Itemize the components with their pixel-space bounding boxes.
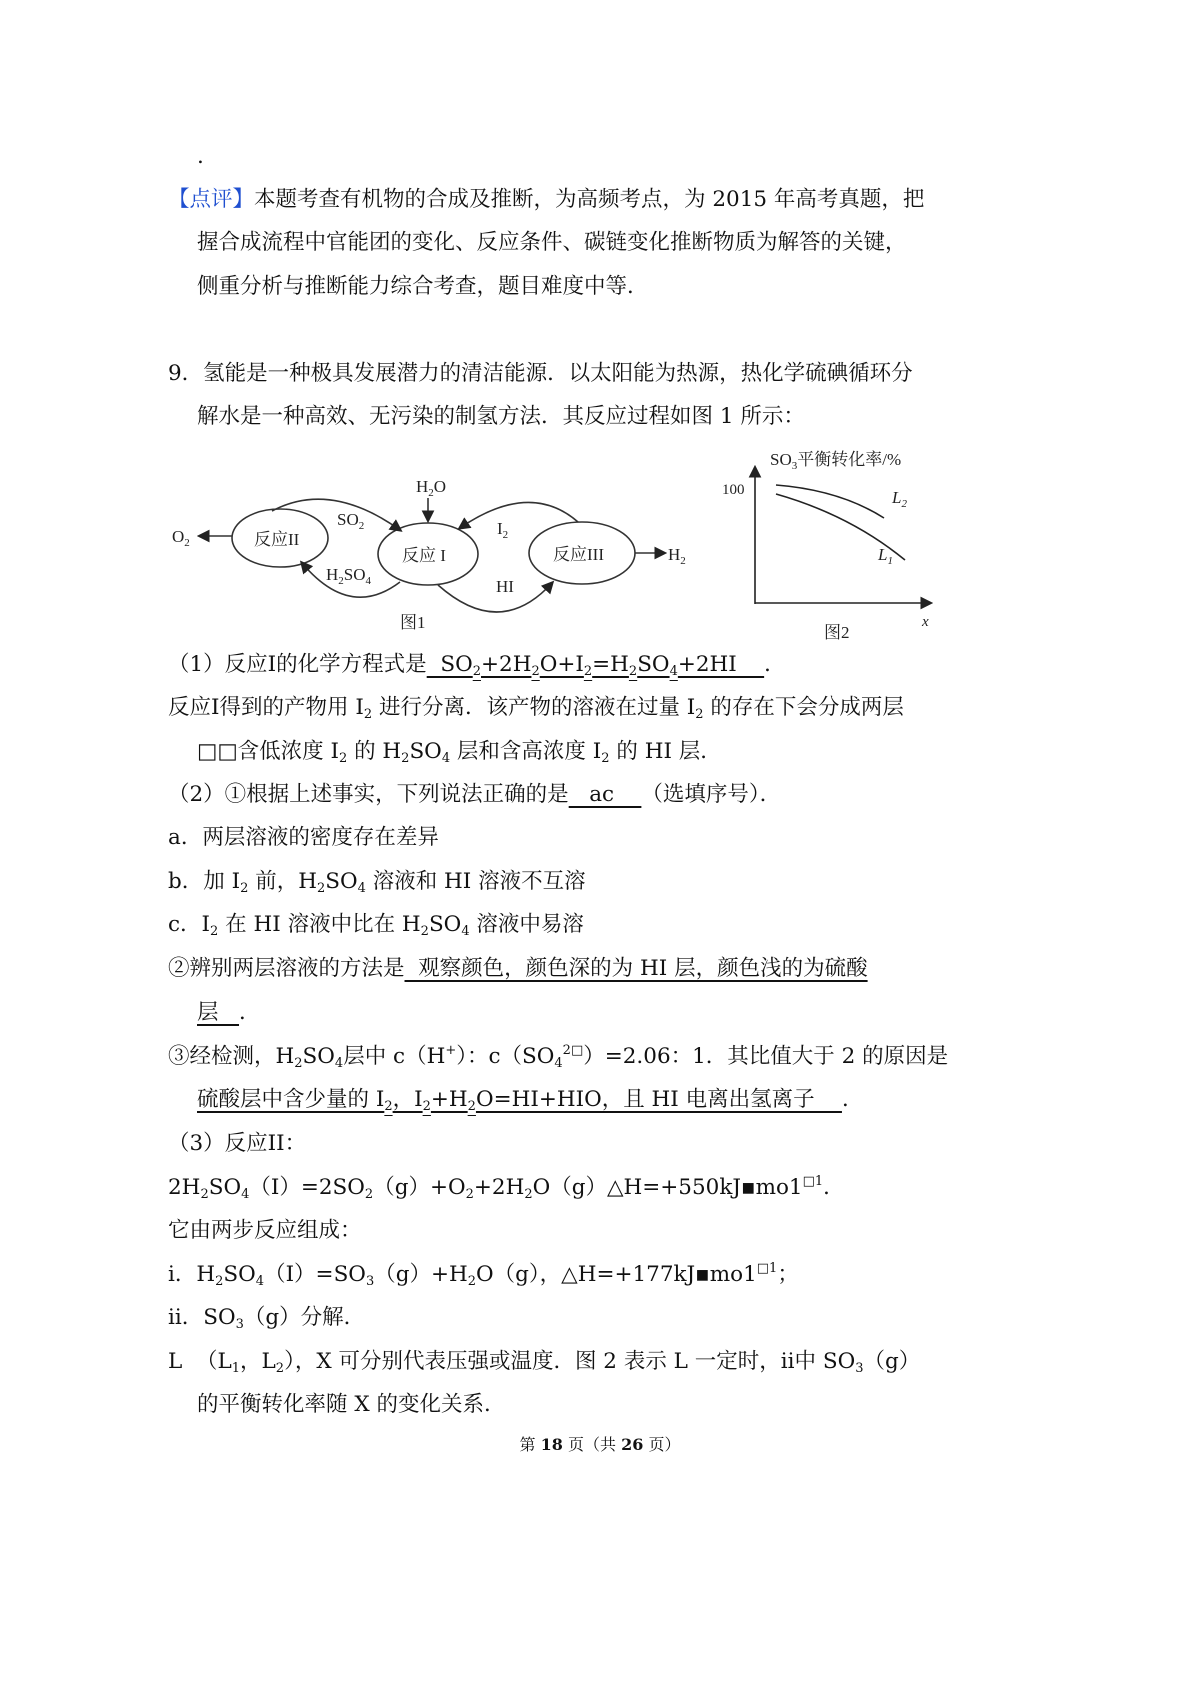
text-segment: 4	[334, 1056, 344, 1071]
text-segment: 溶液中易溶	[469, 912, 584, 937]
footer-text: 页（共	[562, 1435, 622, 1454]
text-segment: （I）=2SO	[249, 1175, 365, 1200]
hi-label: HI	[496, 577, 514, 596]
text-segment: 2	[240, 881, 249, 896]
answer-text: O=HI+HIO，且 HI 电离出氢离子	[475, 1087, 842, 1112]
text-segment: （选填序号）．	[641, 782, 782, 807]
total-pages: 26	[621, 1435, 644, 1454]
text-line-p10	[168, 1260, 799, 1290]
text-segment: 2	[420, 924, 429, 939]
text-line-p5b	[197, 998, 261, 1028]
answer-text: 2	[422, 1099, 431, 1114]
h2so4-label: $H_2SO_4$	[326, 565, 372, 587]
text-segment: 前，H	[248, 869, 317, 894]
text-line-p9	[168, 1216, 362, 1246]
answer-text: ac	[568, 782, 642, 807]
text-segment: ）=2.06：1．其比值大于 2 的原因是	[583, 1044, 949, 1069]
text-segment: 侧重分析与推断能力综合考查，题目难度中等．	[197, 274, 649, 299]
answer-text: 2	[583, 664, 593, 679]
text-segment: ②辨别两层溶液的方法是	[168, 956, 405, 981]
text-segment: 4	[554, 1056, 563, 1071]
footer-text: 第	[519, 1435, 541, 1454]
text-segment: 2	[210, 924, 219, 939]
text-segment: 2	[363, 707, 373, 722]
text-segment: □1	[756, 1261, 778, 1276]
text-segment: 2	[465, 1187, 474, 1202]
text-segment: 9．氢能是一种极具发展潜力的清洁能源．以太阳能为热源，热化学硫碘循环分	[168, 361, 913, 386]
text-segment: 解水是一种高效、无污染的制氢方法．其反应过程如图 1 所示：	[197, 404, 805, 429]
text-segment: ；	[777, 1262, 799, 1287]
text-segment: ．	[841, 1087, 864, 1112]
answer-text: 2	[628, 664, 638, 679]
h2o-label: $H_2O$	[416, 477, 447, 499]
text-segment: SO	[302, 1044, 335, 1069]
text-segment: 3	[855, 1361, 864, 1376]
text-segment: 的 HI 层．	[609, 739, 722, 764]
answer-text: SO	[426, 652, 473, 677]
text-segment: ．	[239, 1000, 261, 1025]
text-segment: 3	[365, 1274, 375, 1289]
l1-label: $L_1$	[878, 545, 893, 567]
reaction-3-label: 反应III	[553, 545, 604, 564]
text-segment: SO	[428, 912, 462, 937]
text-segment: （g）+O	[373, 1175, 466, 1200]
answer-text: 4	[669, 664, 678, 679]
text-line-p12	[168, 1347, 920, 1377]
text-segment: ．	[823, 1175, 845, 1200]
text-segment: L （L	[168, 1349, 232, 1374]
answer-text: SO	[637, 652, 670, 677]
text-segment: SO	[223, 1262, 256, 1287]
y-axis-title: $SO_3$平衡转化率/%	[770, 450, 902, 472]
text-segment: 本题考查有机物的合成及推断，为高频考点，为 2015 年高考真题，把	[254, 187, 925, 212]
reaction-2-label: 反应II	[254, 530, 300, 549]
text-segment: ③经检测，H	[168, 1044, 295, 1069]
text-segment: 握合成流程中官能团的变化、反应条件、碳链变化推断物质为解答的关键，	[197, 230, 907, 255]
o2-label: $O_2$	[172, 527, 190, 549]
text-segment: 4	[441, 751, 451, 766]
answer-text: 2	[467, 1099, 476, 1114]
text-segment: （2）①根据上述事实，下列说法正确的是	[168, 782, 569, 807]
text-segment: 的 H	[347, 739, 402, 764]
text-segment: 层中 c（H	[343, 1044, 446, 1069]
text-line-opt-a	[168, 823, 439, 853]
text-segment: +	[445, 1043, 457, 1058]
text-line-p3	[197, 737, 722, 767]
l2-label: $L_2$	[892, 488, 907, 510]
text-line-p11	[168, 1303, 365, 1333]
text-segment: SO	[208, 1175, 242, 1200]
text-segment: 在 HI 溶液中比在 H	[218, 912, 421, 937]
reaction-1-label: 反应 I	[402, 546, 446, 565]
answer-text: 观察颜色，颜色深的为 HI 层，颜色浅的为硫酸	[404, 956, 868, 981]
text-segment: 2	[275, 1361, 285, 1376]
text-segment: （3）反应II：	[168, 1131, 307, 1156]
text-segment: SO	[409, 739, 442, 764]
text-segment: 2	[294, 1056, 303, 1071]
text-segment: 反应I得到的产物用 I	[168, 695, 364, 720]
text-line-p5	[168, 954, 868, 984]
answer-text: 层	[197, 1000, 240, 1025]
text-segment: 3	[235, 1317, 244, 1332]
footer-text: 页）	[643, 1435, 681, 1454]
text-segment: 2	[364, 1187, 374, 1202]
text-line-opt-b	[168, 867, 586, 897]
answer-text: +2HI	[677, 652, 765, 677]
text-segment: .	[197, 144, 204, 169]
text-segment: 2	[524, 1187, 533, 1202]
text-segment: 2	[695, 707, 704, 722]
text-segment: 4	[461, 924, 470, 939]
text-segment: 2	[200, 1187, 209, 1202]
text-segment: 2	[316, 881, 326, 896]
text-line-p4	[168, 780, 781, 810]
text-segment: ，L	[240, 1349, 276, 1374]
text-line-p13	[197, 1390, 505, 1420]
text-segment: （1）反应I的化学方程式是	[168, 652, 427, 677]
page-number: 18	[540, 1435, 563, 1454]
text-segment: （I）=SO	[264, 1262, 366, 1287]
i2-label: $I_2$	[497, 519, 509, 541]
text-line-p6b	[197, 1085, 863, 1115]
figure-2-caption: 图2	[824, 623, 850, 642]
text-line-p7	[168, 1129, 306, 1159]
text-segment: 2	[401, 751, 410, 766]
answer-text: +2H	[481, 652, 532, 677]
page-footer	[0, 1432, 1200, 1455]
answer-text: O+I	[539, 652, 584, 677]
answer-text: 2	[472, 664, 481, 679]
answer-text: 硫酸层中含少量的 I	[197, 1087, 385, 1112]
text-segment: b．加 I	[168, 869, 241, 894]
text-segment: O（g）△H=+550kJ▪mo1	[532, 1175, 803, 1200]
text-segment: 2	[601, 751, 610, 766]
text-segment: 4	[357, 881, 366, 896]
figure-1-caption: 图1	[400, 613, 426, 632]
h2-label: $H_2$	[668, 545, 686, 567]
answer-text: +H	[430, 1087, 468, 1112]
text-segment: SO	[325, 869, 358, 894]
x-axis-label: x	[922, 614, 929, 630]
text-segment: 的平衡转化率随 X 的变化关系．	[197, 1392, 506, 1417]
text-segment: ）：c（SO	[456, 1044, 555, 1069]
answer-text: =H	[592, 652, 629, 677]
text-segment: 2□	[562, 1043, 584, 1058]
text-line-p6	[168, 1042, 948, 1072]
y-tick-100: 100	[722, 482, 745, 498]
text-segment: □1	[802, 1174, 824, 1189]
text-segment: O（g），△H=+177kJ▪mo1	[476, 1262, 757, 1287]
text-segment: 溶液和 HI 溶液不互溶	[365, 869, 586, 894]
text-segment: ．	[764, 652, 786, 677]
text-segment: 2	[467, 1274, 477, 1289]
answer-text: 2	[531, 664, 540, 679]
text-segment: 2	[338, 751, 348, 766]
text-segment: i．H	[168, 1262, 216, 1287]
text-segment: 4	[255, 1274, 265, 1289]
text-segment: 层和含高浓度 I	[450, 739, 602, 764]
text-segment: 【点评】	[168, 187, 255, 212]
text-segment: □□含低浓度 I	[197, 739, 339, 764]
answer-text: 2	[384, 1099, 393, 1114]
text-segment: ），X 可分别代表压强或温度．图 2 表示 L 一定时，ii中 SO	[284, 1349, 856, 1374]
text-segment: 它由两步反应组成：	[168, 1218, 362, 1243]
text-segment: 2H	[168, 1175, 201, 1200]
text-segment: 1	[231, 1361, 241, 1376]
text-line-p8	[168, 1173, 845, 1203]
text-segment: （g）+H	[374, 1262, 468, 1287]
text-line-opt-c	[168, 910, 584, 940]
figure-2-chart	[0, 0, 1200, 700]
answer-text: ，I	[392, 1087, 423, 1112]
text-segment: （g）	[863, 1349, 921, 1374]
text-segment: 2	[215, 1274, 224, 1289]
text-segment: 的存在下会分成两层	[703, 695, 904, 720]
text-segment: +2H	[473, 1175, 525, 1200]
text-segment: a．两层溶液的密度存在差异	[168, 825, 439, 850]
text-segment: c．I	[168, 912, 211, 937]
text-segment: ii．SO	[168, 1305, 236, 1330]
so2-label: $SO_2$	[337, 510, 365, 532]
text-segment: 进行分离．该产物的溶液在过量 I	[372, 695, 696, 720]
text-segment: 4	[241, 1187, 250, 1202]
text-segment: （g）分解．	[243, 1305, 366, 1330]
